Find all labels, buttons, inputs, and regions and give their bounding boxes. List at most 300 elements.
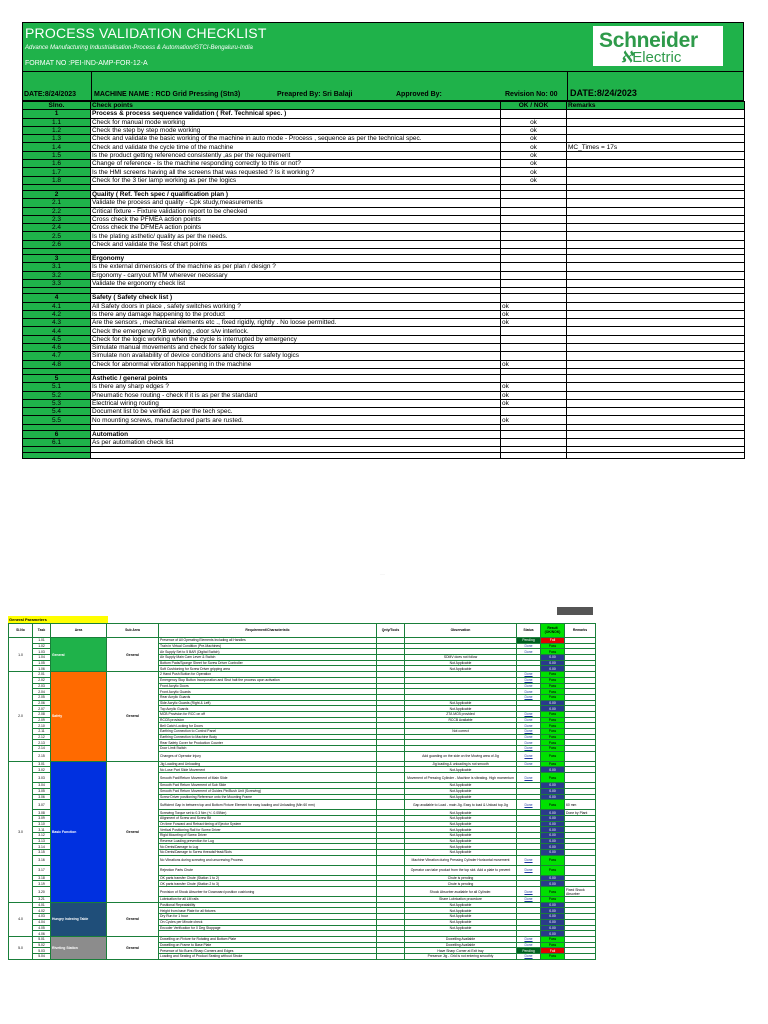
observation-text[interactable]: Jig loading & unloading is not smooth (405, 761, 517, 767)
ok-nok-value[interactable]: ok (501, 416, 567, 424)
remark-value[interactable] (567, 319, 745, 327)
observation-text[interactable]: Shock Absorber available for all Cylinder. (405, 887, 517, 897)
remark-value[interactable] (565, 953, 596, 959)
checklist-row (23, 240, 745, 248)
checklist-section-row (23, 430, 745, 438)
section-title: Asthetic / general points (91, 374, 501, 382)
status-value[interactable]: Pending (517, 948, 541, 954)
status-value[interactable]: Done (517, 689, 541, 695)
check-point-text: Check and validate the cycle time of the machine (91, 143, 501, 151)
observation-text[interactable]: Movement of Pressing Cylinder - Machine is vibrating. High momentum (405, 773, 517, 783)
observation-text[interactable]: Not Applicable (405, 850, 517, 856)
check-point-text: Check the step by step mode working (91, 126, 501, 134)
observation-text[interactable]: Not Applicable (405, 908, 517, 914)
result-value[interactable]: 0.00 (541, 875, 565, 881)
ok-nok-value[interactable]: ok (501, 176, 567, 184)
observation-text[interactable]: Not Applicable (405, 919, 517, 925)
result-value[interactable]: 0.00 (541, 821, 565, 827)
approved-by: Approved By: (396, 91, 442, 98)
ok-nok-value[interactable] (501, 408, 567, 416)
status-value[interactable]: Done (517, 773, 541, 783)
remark-value[interactable] (567, 224, 745, 232)
task-number: 3.05 (33, 788, 51, 794)
observation-text[interactable]: Not Applicable (405, 666, 517, 672)
remark-value[interactable] (567, 374, 745, 382)
observation-text[interactable]: RCCB Available (405, 717, 517, 723)
remark-value[interactable] (567, 399, 745, 407)
check-point-text: No mounting screws, manufactured parts are rusted. (91, 416, 501, 424)
remark-value[interactable] (567, 271, 745, 279)
result-value[interactable]: 0.00 (541, 925, 565, 931)
result-value[interactable]: 0.00 (541, 815, 565, 821)
result-value[interactable]: 0.00 (541, 902, 565, 908)
requirement-text: Bell Catch Locking for Doors (159, 723, 377, 729)
spacer-cell (23, 453, 91, 459)
ok-nok-value[interactable] (501, 294, 567, 302)
ok-nok-value[interactable] (501, 271, 567, 279)
task-number: 2.11 (33, 729, 51, 735)
remark-value[interactable] (567, 335, 745, 343)
remark-value[interactable] (567, 110, 745, 118)
remark-value[interactable] (565, 855, 596, 865)
observation-text[interactable]: Chute is pending (405, 881, 517, 887)
result-value[interactable]: 0.00 (541, 844, 565, 850)
row-number: 4.7 (23, 352, 91, 360)
requirement-text: Earthing Connection to Machine Body (159, 734, 377, 740)
status-value[interactable]: Done (517, 942, 541, 948)
observation-text[interactable]: Not Applicable (405, 914, 517, 920)
observation-text[interactable]: Not Applicable (405, 902, 517, 908)
ok-nok-value[interactable] (501, 224, 567, 232)
result-value[interactable]: 0.00 (541, 827, 565, 833)
header-ok-nok: OK / NOK (501, 102, 567, 110)
result-value[interactable]: Pass (541, 887, 565, 897)
parameter-header-cell: Status (517, 624, 541, 638)
result-value[interactable]: Pass (541, 865, 565, 875)
row-number: 1.5 (23, 151, 91, 159)
remark-value[interactable] (567, 430, 745, 438)
remark-value[interactable] (567, 383, 745, 391)
remark-value[interactable] (567, 118, 745, 126)
observation-text[interactable]: Not Applicable (405, 783, 517, 789)
result-value[interactable]: Pass (541, 717, 565, 723)
requirement-text: Rear Acrylic Guards (159, 694, 377, 700)
ok-nok-value[interactable]: ok (501, 383, 567, 391)
section-title: Automation (91, 430, 501, 438)
result-value[interactable]: Pass (541, 953, 565, 959)
observation-text[interactable]: Not Applicable (405, 794, 517, 800)
requirement-text: Dry Run for 1 hour (159, 914, 377, 920)
result-value[interactable]: 0.00 (541, 660, 565, 666)
qty-tools-cell[interactable] (377, 751, 405, 761)
ok-nok-value[interactable] (501, 207, 567, 215)
status-value[interactable]: Done (517, 694, 541, 700)
remark-value[interactable] (567, 135, 745, 143)
task-number: 5.01 (33, 936, 51, 942)
result-value[interactable]: 0.00 (541, 832, 565, 838)
status-value[interactable]: Done (517, 865, 541, 875)
spacer-cell (501, 453, 567, 459)
status-value[interactable]: Done (517, 855, 541, 865)
task-number: 2.05 (33, 694, 51, 700)
parameter-table (8, 623, 596, 960)
observation-text[interactable]: Not Applicable (405, 844, 517, 850)
requirement-text: OK parts transfer Chute (Station 2 to 3) (159, 881, 377, 887)
status-value[interactable]: Done (517, 751, 541, 761)
result-value[interactable]: Pass (541, 761, 565, 767)
row-number: 3.1 (23, 263, 91, 271)
result-value[interactable]: 0.00 (541, 914, 565, 920)
result-value[interactable]: Fail (541, 948, 565, 954)
status-value[interactable]: Done (517, 643, 541, 649)
result-value[interactable]: Pass (541, 643, 565, 649)
status-value[interactable]: Done (517, 887, 541, 897)
result-value[interactable]: Pass (541, 897, 565, 903)
remark-value[interactable] (565, 751, 596, 761)
ok-nok-value[interactable]: ok (501, 126, 567, 134)
remark-value[interactable] (567, 263, 745, 271)
checklist-header-row (23, 102, 745, 110)
checklist-row (23, 135, 745, 143)
checklist-row (23, 126, 745, 134)
observation-text[interactable]: Machine Vibration during Pressing Cylinder Horizontal movement (405, 855, 517, 865)
task-number: 3.14 (33, 844, 51, 850)
revision-no: Revision No: 00 (505, 91, 558, 98)
remark-value[interactable] (567, 160, 745, 168)
remark-value[interactable] (567, 168, 745, 176)
remark-value[interactable] (567, 302, 745, 310)
row-number: 2.5 (23, 232, 91, 240)
ok-nok-value[interactable] (501, 215, 567, 223)
row-number: 6 (23, 430, 91, 438)
observation-text[interactable]: Chute is pending (405, 875, 517, 881)
task-number: 2.08 (33, 711, 51, 717)
remark-value[interactable]: Fixed Shock Absorber (565, 887, 596, 897)
result-value[interactable]: 0.00 (541, 783, 565, 789)
check-point-text: Document list to be verified as per the tech spec. (91, 408, 501, 416)
remark-value[interactable]: 60 mm (565, 800, 596, 810)
task-number: 2.09 (33, 717, 51, 723)
check-point-text: Validate the process and quality - Cpk study,measurements (91, 199, 501, 207)
remark-value[interactable] (567, 327, 745, 335)
qty-tools-cell[interactable] (377, 773, 405, 783)
ok-nok-value[interactable] (501, 279, 567, 287)
status-value[interactable]: Done (517, 649, 541, 655)
ok-nok-value[interactable] (501, 327, 567, 335)
remark-value[interactable] (567, 232, 745, 240)
observation-text[interactable]: Dowelling Available (405, 936, 517, 942)
status-value[interactable]: Done (517, 740, 541, 746)
result-value[interactable]: 0.00 (541, 919, 565, 925)
task-number: 2.06 (33, 700, 51, 706)
ok-nok-value[interactable]: ok (501, 151, 567, 159)
remark-value[interactable] (567, 294, 745, 302)
ok-nok-value[interactable] (501, 430, 567, 438)
row-number: 3.3 (23, 279, 91, 287)
task-number: 3.13 (33, 838, 51, 844)
result-value[interactable]: Pass (541, 729, 565, 735)
task-number: 1.06 (33, 666, 51, 672)
result-value[interactable]: Pass (541, 773, 565, 783)
remark-value[interactable] (567, 310, 745, 318)
ok-nok-value[interactable]: ok (501, 168, 567, 176)
row-number: 1.7 (23, 168, 91, 176)
ok-nok-value[interactable]: ok (501, 399, 567, 407)
remark-value[interactable] (567, 279, 745, 287)
result-value[interactable]: 0.00 (541, 666, 565, 672)
row-number: 2.2 (23, 207, 91, 215)
observation-text[interactable]: Not Applicable (405, 767, 517, 773)
task-number: 1.01 (33, 638, 51, 644)
observation-text[interactable]: Presence Jig - Grid is not entering smoothly (405, 953, 517, 959)
status-value[interactable]: Done (517, 729, 541, 735)
qty-tools-cell[interactable] (377, 887, 405, 897)
header-check-points: Check points (91, 102, 501, 110)
status-value[interactable]: Done (517, 683, 541, 689)
task-number: 2.03 (33, 683, 51, 689)
area-label: Hungry Indexing Table (51, 902, 107, 936)
requirement-text: Changes of Operator Injury (159, 751, 377, 761)
observation-text[interactable]: Not Applicable (405, 827, 517, 833)
ok-nok-value[interactable]: ok (501, 118, 567, 126)
result-value[interactable]: Pass (541, 734, 565, 740)
observation-text[interactable]: Not Applicable (405, 660, 517, 666)
result-value[interactable]: 0.00 (541, 838, 565, 844)
ok-nok-value[interactable]: ok (501, 160, 567, 168)
task-number: 4.03 (33, 914, 51, 920)
status-value[interactable]: Done (517, 897, 541, 903)
result-value[interactable]: Fail (541, 638, 565, 644)
observation-text[interactable]: Add guarding on the side on the Moving area of Jig (405, 751, 517, 761)
status-value[interactable]: Done (517, 936, 541, 942)
result-value[interactable]: Pass (541, 936, 565, 942)
ok-nok-value[interactable] (501, 240, 567, 248)
observation-text[interactable]: Have Sharp Corner at Exit tray (405, 948, 517, 954)
row-number: 4.3 (23, 319, 91, 327)
parameter-header-cell: Qnty/Tools (377, 624, 405, 638)
checklist-table (22, 101, 745, 459)
result-value[interactable]: Pass (541, 689, 565, 695)
parameter-sheet (8, 607, 595, 960)
status-value[interactable]: Done (517, 672, 541, 678)
remark-value[interactable] (567, 207, 745, 215)
result-value[interactable]: Pass (541, 800, 565, 810)
remark-value[interactable] (567, 199, 745, 207)
observation-text[interactable]: Not Applicable (405, 821, 517, 827)
remark-value[interactable] (567, 408, 745, 416)
result-value[interactable]: Pass (541, 746, 565, 752)
row-number: 5.1 (23, 383, 91, 391)
remark-value[interactable] (567, 438, 745, 446)
result-value[interactable]: 0.00 (541, 655, 565, 661)
checklist-row (23, 232, 745, 240)
machine-name: MACHINE NAME : RCD Grid Pressing (Stn3) (94, 91, 241, 98)
requirement-text: Air Supply Main Cam Lever & Switch (159, 655, 377, 661)
ok-nok-value[interactable]: ok (501, 143, 567, 151)
remark-value[interactable] (567, 240, 745, 248)
task-number: 5.04 (33, 953, 51, 959)
check-point-text: All Safety doors in place , safety switches working ? (91, 302, 501, 310)
remark-value[interactable] (567, 126, 745, 134)
remark-value[interactable]: MC_Times = 17s (567, 143, 745, 151)
check-point-text: Is the product getting referenced consistently ,as per the requirement (91, 151, 501, 159)
ok-nok-value[interactable]: ok (501, 310, 567, 318)
task-number: 3.09 (33, 815, 51, 821)
remark-value[interactable] (567, 352, 745, 360)
result-value[interactable]: Pass (541, 694, 565, 700)
result-value[interactable]: Pass (541, 677, 565, 683)
result-value[interactable]: Pass (541, 740, 565, 746)
ok-nok-value[interactable] (501, 374, 567, 382)
row-number: 1.3 (23, 135, 91, 143)
observation-text[interactable]: Dowelling Available (405, 942, 517, 948)
result-value[interactable]: Pass (541, 672, 565, 678)
requirement-text: Door Limit Switch (159, 746, 377, 752)
requirement-text: Dowelling on Fixture for Rotating and Bottom Plate (159, 936, 377, 942)
observation-text[interactable]: Operator can take product from the top slot. Add a plate to prevent (405, 865, 517, 875)
qty-tools-cell[interactable] (377, 800, 405, 810)
observation-text[interactable]: Not Applicable (405, 700, 517, 706)
remark-value[interactable] (567, 416, 745, 424)
observation-text[interactable]: Not Applicable (405, 838, 517, 844)
ok-nok-value[interactable]: ok (501, 319, 567, 327)
status-value[interactable]: Pending (517, 638, 541, 644)
observation-text[interactable]: Not correct (405, 729, 517, 735)
result-value[interactable]: 0.00 (541, 706, 565, 712)
ok-nok-value[interactable] (501, 110, 567, 118)
status-value[interactable]: Done (517, 734, 541, 740)
checklist-row (23, 360, 745, 368)
task-number: 3.02 (33, 767, 51, 773)
ok-nok-value[interactable] (501, 199, 567, 207)
observation-text[interactable]: Share Lubrication procedure (405, 897, 517, 903)
observation-text[interactable]: Not Applicable (405, 706, 517, 712)
sub-area-label: General (107, 761, 159, 902)
status-value[interactable]: Done (517, 761, 541, 767)
observation-text[interactable]: Not Applicable (405, 788, 517, 794)
remark-value[interactable] (567, 176, 745, 184)
observation-text[interactable]: Gap available to Load - main Jig. Easy to load & Unload top Jig (405, 800, 517, 810)
result-value[interactable]: 0.00 (541, 794, 565, 800)
ok-nok-value[interactable] (501, 255, 567, 263)
result-value[interactable]: Pass (541, 942, 565, 948)
requirement-text: No Vibrations during screwing and unscrewing Process (159, 855, 377, 865)
qty-tools-cell[interactable] (377, 953, 405, 959)
checklist-spacer-row (23, 453, 745, 459)
result-value[interactable]: 0.00 (541, 931, 565, 937)
status-value[interactable]: Done (517, 800, 541, 810)
requirement-text: Screwing Torque set to 0.3 Nm (+/- 0.05Nm) (159, 810, 377, 816)
group-sl-number: 1.0 (9, 638, 33, 672)
ok-nok-value[interactable] (501, 232, 567, 240)
remark-value[interactable]: Done by Plant (565, 810, 596, 816)
row-number: 4.4 (23, 327, 91, 335)
result-value[interactable]: Pass (541, 649, 565, 655)
observation-text[interactable]: Not Applicable (405, 925, 517, 931)
result-value[interactable]: Pass (541, 683, 565, 689)
checklist-row (23, 263, 745, 271)
status-value[interactable]: Done (517, 677, 541, 683)
ok-nok-value[interactable] (501, 335, 567, 343)
status-value[interactable]: Done (517, 711, 541, 717)
result-value[interactable]: 0.00 (541, 881, 565, 887)
checklist-subtitle: Advance Manufacturing Industrialisation-Process & Automation/GTCI-Bengaluru-India (25, 45, 253, 51)
parameter-header-cell: Observation (405, 624, 517, 638)
result-value[interactable]: Pass (541, 751, 565, 761)
observation-text[interactable]: Not Applicable (405, 810, 517, 816)
result-value[interactable]: 0.00 (541, 850, 565, 856)
task-number: 5.03 (33, 948, 51, 954)
requirement-text: Lubrication for all LM rails (159, 897, 377, 903)
row-number: 6.1 (23, 438, 91, 446)
remark-value[interactable] (565, 865, 596, 875)
result-value[interactable]: Pass (541, 723, 565, 729)
observation-text[interactable]: Not Applicable (405, 832, 517, 838)
ok-nok-value[interactable]: ok (501, 135, 567, 143)
remark-value[interactable] (567, 151, 745, 159)
observation-text[interactable]: ZTA MCB provided (405, 711, 517, 717)
task-number: 3.18 (33, 875, 51, 881)
qty-tools-cell[interactable] (377, 865, 405, 875)
ok-nok-value[interactable]: ok (501, 391, 567, 399)
info-band (22, 72, 744, 101)
row-number: 4.5 (23, 335, 91, 343)
remark-value[interactable] (567, 215, 745, 223)
row-number: 5.2 (23, 391, 91, 399)
result-value[interactable]: 0.00 (541, 908, 565, 914)
requirement-text: Top Acrylic Guards (159, 706, 377, 712)
check-point-text: Cross check the PFMEA action points (91, 215, 501, 223)
result-value[interactable]: Pass (541, 711, 565, 717)
ok-nok-value[interactable] (501, 438, 567, 446)
remark-value[interactable] (567, 360, 745, 368)
ok-nok-value[interactable]: ok (501, 360, 567, 368)
ok-nok-value[interactable] (501, 344, 567, 352)
result-value[interactable]: 0.00 (541, 700, 565, 706)
observation-text[interactable]: Not Applicable (405, 815, 517, 821)
result-value[interactable]: 0.00 (541, 810, 565, 816)
observation-text[interactable]: SDMV does not follow (405, 655, 517, 661)
qty-tools-cell[interactable] (377, 855, 405, 865)
remark-value[interactable] (565, 773, 596, 783)
remark-value[interactable] (567, 190, 745, 198)
ok-nok-value[interactable] (501, 190, 567, 198)
remark-value[interactable] (567, 391, 745, 399)
status-value[interactable]: Done (517, 953, 541, 959)
remark-value[interactable] (567, 344, 745, 352)
ok-nok-value[interactable]: ok (501, 302, 567, 310)
checklist-row (23, 143, 745, 151)
ok-nok-value[interactable] (501, 263, 567, 271)
status-value[interactable]: Done (517, 723, 541, 729)
task-number: 4.01 (33, 902, 51, 908)
task-number: 3.15 (33, 850, 51, 856)
area-label: General (51, 638, 107, 672)
checklist-header (22, 22, 744, 72)
task-number: 3.01 (33, 761, 51, 767)
task-number: 3.17 (33, 865, 51, 875)
result-value[interactable]: 0.00 (541, 788, 565, 794)
area-label: Riveting Station (51, 936, 107, 959)
sub-area-label: General (107, 672, 159, 762)
remark-value[interactable] (567, 255, 745, 263)
status-value[interactable]: Done (517, 717, 541, 723)
result-value[interactable]: Pass (541, 855, 565, 865)
check-point-text: Electrical wiring routing (91, 399, 501, 407)
status-value[interactable]: Done (517, 746, 541, 752)
result-value[interactable]: 0.00 (541, 767, 565, 773)
ok-nok-value[interactable] (501, 352, 567, 360)
